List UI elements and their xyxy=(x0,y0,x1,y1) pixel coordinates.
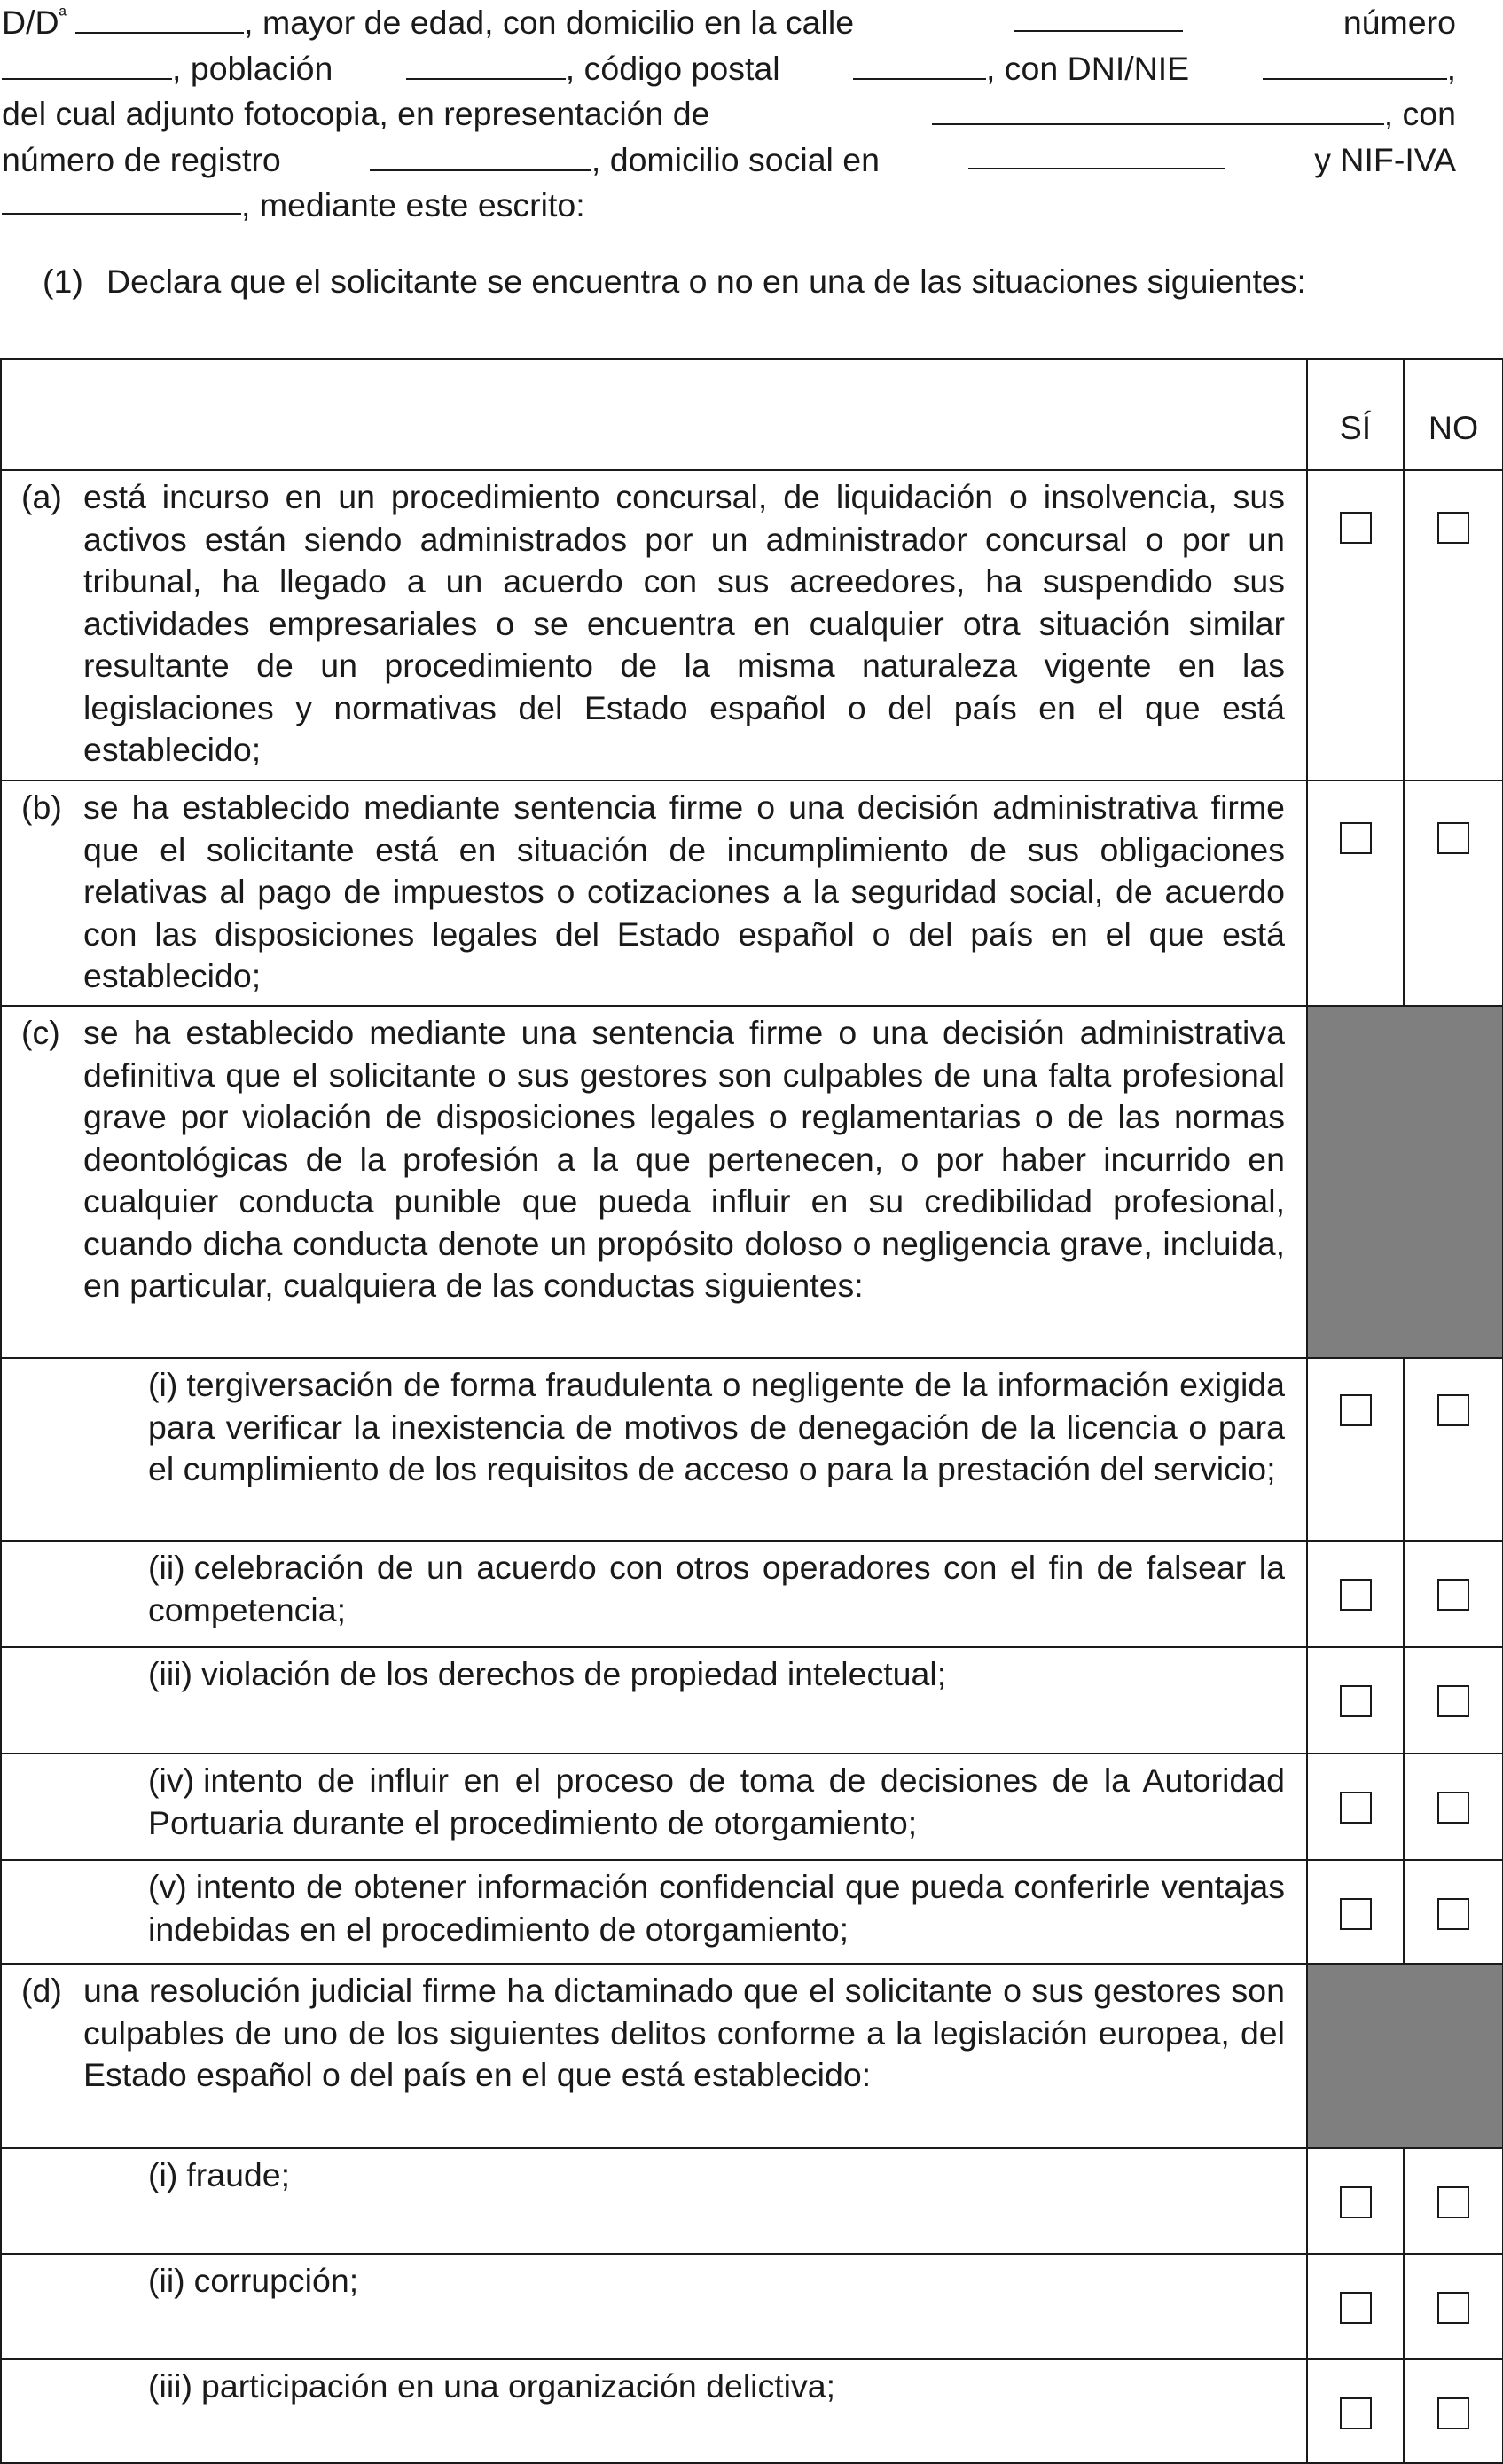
dni-field[interactable] xyxy=(1263,48,1447,80)
intro-text: del cual adjunto fotocopia, en representación de xyxy=(2,95,710,132)
table-header-row xyxy=(1,359,1503,470)
declaration-heading xyxy=(43,259,1306,303)
row-label: (ii) xyxy=(148,1549,185,1586)
row-text: tergiversación de forma fraudulenta o negligente de la información exigida para verificar la inexistencia de motivos de denegación de la licencia o para el cumplimiento de los requisitos de acceso o para la prestación del servicio; xyxy=(148,1366,1285,1487)
row-text: intento de influir en el proceso de toma de decisiones de la Autoridad Portuaria durante el procedimiento de otorgamiento; xyxy=(148,1762,1285,1841)
intro-paragraph xyxy=(2,0,1456,229)
checkbox-si-c-iv[interactable] xyxy=(1340,1792,1372,1824)
checkbox-si-c-v[interactable] xyxy=(1340,1898,1372,1930)
postal-code-field[interactable] xyxy=(853,48,986,80)
row-label: (i) xyxy=(148,2156,178,2193)
si-cell xyxy=(1307,2359,1404,2463)
table-row-b xyxy=(1,781,1503,1006)
intro-line-5 xyxy=(2,183,1456,229)
row-label: (i) xyxy=(148,1366,178,1403)
row-text-cell xyxy=(1,1647,1307,1754)
si-cell xyxy=(1307,1541,1404,1647)
shaded-cell xyxy=(1307,1964,1503,2148)
row-label: (c) xyxy=(21,1014,60,1051)
row-label: (ii) xyxy=(148,2262,185,2299)
row-text: intento de obtener información confidencial que pueda conferirle ventajas indebidas en el procedimiento de otorgamiento; xyxy=(148,1868,1285,1948)
checkbox-no-c-v[interactable] xyxy=(1437,1898,1469,1930)
shaded-cell xyxy=(1307,1006,1503,1358)
checkbox-no-c-iii[interactable] xyxy=(1437,1685,1469,1717)
column-header-si: SÍ xyxy=(1307,359,1404,470)
row-text: celebración de un acuerdo con otros operadores con el fin de falsear la competencia; xyxy=(148,1549,1285,1628)
superscript: ª xyxy=(59,4,67,27)
no-cell xyxy=(1404,2254,1503,2359)
table-row-a xyxy=(1,470,1503,781)
town-field[interactable] xyxy=(406,48,566,80)
checkbox-no-c-iv[interactable] xyxy=(1437,1792,1469,1824)
si-cell xyxy=(1307,2254,1404,2359)
checkbox-no-d-i[interactable] xyxy=(1437,2186,1469,2218)
intro-text: , xyxy=(1446,49,1456,87)
table-row-c xyxy=(1,1006,1503,1358)
intro-line-4 xyxy=(2,137,1456,184)
street-field[interactable] xyxy=(1014,0,1183,32)
row-text: una resolución judicial firme ha dictaminado que el solicitante o sus gestores son culpables de uno de los siguientes delitos conforme a la legislación europea, del Estado español o del país en el que está establecido: xyxy=(83,1972,1285,2093)
row-text-cell xyxy=(1,1541,1307,1647)
row-text-cell xyxy=(1,1860,1307,1964)
row-text-cell xyxy=(1,781,1307,1006)
intro-text: número de registro xyxy=(2,140,281,178)
row-text: violación de los derechos de propiedad intelectual; xyxy=(200,1655,947,1692)
table-row-d-ii xyxy=(1,2254,1503,2359)
checkbox-no-d-iii[interactable] xyxy=(1437,2397,1469,2429)
row-text-cell xyxy=(1,1754,1307,1860)
no-cell xyxy=(1404,1860,1503,1964)
checkbox-si-d-ii[interactable] xyxy=(1340,2292,1372,2324)
row-text-cell xyxy=(1,2254,1307,2359)
si-cell xyxy=(1307,470,1404,781)
row-label: (v) xyxy=(148,1868,187,1905)
row-text: se ha establecido mediante sentencia firme o una decisión administrativa firme que el solicitante está en situación de incumplimiento de sus obligaciones relativas al pago de impuestos o cotizaciones a la seguridad social, de acuerdo con las disposiciones legales del Estado español o del país en el que está establecido; xyxy=(83,789,1285,994)
no-cell xyxy=(1404,2359,1503,2463)
declaration-text: Declara que el solicitante se encuentra o no en una de las situaciones siguientes: xyxy=(106,263,1306,300)
intro-text: , con xyxy=(1383,95,1456,132)
no-cell xyxy=(1404,1358,1503,1541)
checkbox-si-a[interactable] xyxy=(1340,512,1372,544)
nif-iva-field[interactable] xyxy=(2,183,241,215)
row-label: (a) xyxy=(21,478,62,515)
row-text-cell xyxy=(1,470,1307,781)
table-row-c-ii xyxy=(1,1541,1503,1647)
intro-text: , población xyxy=(172,49,333,87)
column-header-no: NO xyxy=(1404,359,1503,470)
row-label: (b) xyxy=(21,789,62,826)
si-cell xyxy=(1307,781,1404,1006)
table-row-c-iii xyxy=(1,1647,1503,1754)
table-row-d xyxy=(1,1964,1503,2148)
row-text-cell xyxy=(1,2359,1307,2463)
intro-text: y NIF-IVA xyxy=(1314,140,1456,178)
registered-office-field[interactable] xyxy=(968,137,1225,169)
intro-line-2 xyxy=(2,46,1456,92)
table-row-c-v xyxy=(1,1860,1503,1964)
name-field[interactable] xyxy=(75,2,244,34)
no-cell xyxy=(1404,1541,1503,1647)
checkbox-no-d-ii[interactable] xyxy=(1437,2292,1469,2324)
number-field[interactable] xyxy=(2,48,172,80)
row-text-cell xyxy=(1,2148,1307,2254)
intro-text: , con DNI/NIE xyxy=(985,49,1190,87)
no-cell xyxy=(1404,2148,1503,2254)
row-text-cell xyxy=(1,1964,1307,2148)
no-cell xyxy=(1404,1647,1503,1754)
intro-text: , mayor de edad, con domicilio en la calle xyxy=(244,4,855,41)
row-label: (iii) xyxy=(148,1655,192,1692)
row-text-cell xyxy=(1,1006,1307,1358)
si-cell xyxy=(1307,1754,1404,1860)
registry-number-field[interactable] xyxy=(370,139,591,171)
si-cell xyxy=(1307,1860,1404,1964)
table-row-d-i xyxy=(1,2148,1503,2254)
row-label: (iv) xyxy=(148,1762,195,1799)
table-row-c-iv xyxy=(1,1754,1503,1860)
row-text: se ha establecido mediante una sentencia firme o una decisión administrativa definitiva que el solicitante o sus gestores son culpables de una falta profesional grave por violación de disposiciones legales o reglamentarias o de las normas deontológicas de la profesión a la que pertenecen, o por haber incurrido en cualquier conducta punible que pueda influir en su credibilidad profesional, cuando dicha conducta denote un propósito doloso o negligencia grave, incluida, en particular, cualquiera de las conductas siguientes: xyxy=(83,1014,1285,1304)
representation-field[interactable] xyxy=(932,93,1384,125)
declaration-number: (1) xyxy=(43,263,83,300)
checkbox-no-a[interactable] xyxy=(1437,512,1469,544)
row-label: (d) xyxy=(21,1972,62,2009)
checkbox-si-c-iii[interactable] xyxy=(1340,1685,1372,1717)
situations-table xyxy=(0,358,1503,2464)
checkbox-no-c-i[interactable] xyxy=(1437,1394,1469,1426)
header-empty-cell xyxy=(1,359,1307,470)
checkbox-no-c-ii[interactable] xyxy=(1437,1579,1469,1611)
no-cell xyxy=(1404,470,1503,781)
intro-text: , domicilio social en xyxy=(591,140,881,178)
table-row-c-i xyxy=(1,1358,1503,1541)
table-row-d-iii xyxy=(1,2359,1503,2463)
row-label: (iii) xyxy=(148,2367,192,2405)
intro-text: , código postal xyxy=(565,49,780,87)
checkbox-si-c-i[interactable] xyxy=(1340,1394,1372,1426)
row-text: fraude; xyxy=(186,2156,291,2193)
intro-text: número xyxy=(1343,4,1456,41)
intro-text: , mediante este escrito: xyxy=(241,186,585,224)
intro-text: D/D xyxy=(2,4,59,41)
row-text: está incurso en un procedimiento concursal, de liquidación o insolvencia, sus activos están siendo administrados por un administrador concursal o por un tribunal, ha llegado a un acuerdo con sus acreedores, ha suspendido sus actividades empresariales o se encuentra en cualquier otra situación similar resultante de un procedimiento de la misma naturaleza vigente en las legislaciones y normativas del Estado español o del país en el que está establecido; xyxy=(83,478,1285,768)
checkbox-si-b[interactable] xyxy=(1340,822,1372,854)
si-cell xyxy=(1307,1358,1404,1541)
checkbox-si-d-i[interactable] xyxy=(1340,2186,1372,2218)
si-cell xyxy=(1307,1647,1404,1754)
no-cell xyxy=(1404,781,1503,1006)
intro-line-1 xyxy=(2,0,1456,46)
intro-line-3 xyxy=(2,91,1456,137)
checkbox-no-b[interactable] xyxy=(1437,822,1469,854)
no-cell xyxy=(1404,1754,1503,1860)
row-text: participación en una organización delictiva; xyxy=(200,2367,836,2405)
si-cell xyxy=(1307,2148,1404,2254)
row-text: corrupción; xyxy=(193,2262,359,2299)
checkbox-si-d-iii[interactable] xyxy=(1340,2397,1372,2429)
row-text-cell xyxy=(1,1358,1307,1541)
checkbox-si-c-ii[interactable] xyxy=(1340,1579,1372,1611)
